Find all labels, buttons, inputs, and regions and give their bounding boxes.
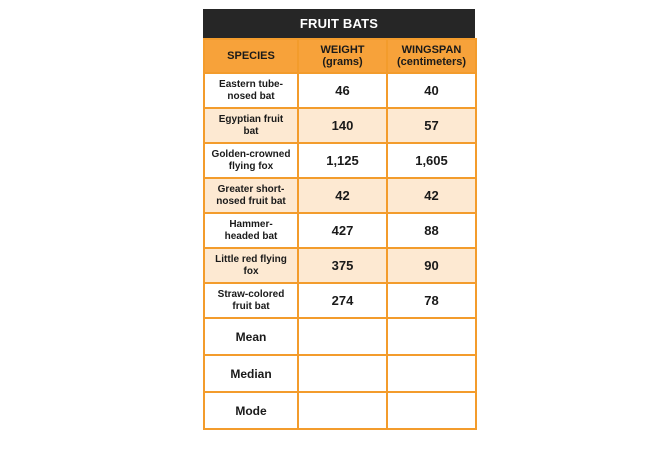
header-weight-unit: (grams) bbox=[322, 56, 363, 68]
species-line: nosed bat bbox=[227, 90, 275, 102]
weight-cell: 274 bbox=[298, 283, 387, 318]
wingspan-cell: 1,605 bbox=[387, 143, 476, 178]
species-cell bbox=[204, 108, 298, 143]
species-line: Little red flying bbox=[215, 253, 287, 265]
header-weight-label: WEIGHT bbox=[320, 44, 365, 56]
wingspan-cell: 40 bbox=[387, 73, 476, 108]
stat-label: Mode bbox=[204, 392, 298, 429]
species-line: Golden-crowned bbox=[211, 148, 291, 160]
table-title: FRUIT BATS bbox=[203, 9, 475, 38]
stat-label: Mean bbox=[204, 318, 298, 355]
table-row bbox=[204, 213, 476, 248]
mode-wingspan-cell bbox=[387, 392, 476, 429]
weight-cell: 427 bbox=[298, 213, 387, 248]
wingspan-cell: 57 bbox=[387, 108, 476, 143]
header-species bbox=[204, 39, 298, 73]
wingspan-cell: 90 bbox=[387, 248, 476, 283]
median-wingspan-cell bbox=[387, 355, 476, 392]
species-cell bbox=[204, 143, 298, 178]
stat-row-median bbox=[204, 355, 476, 392]
median-weight-cell bbox=[298, 355, 387, 392]
header-wingspan bbox=[387, 39, 476, 73]
weight-cell: 375 bbox=[298, 248, 387, 283]
species-cell bbox=[204, 283, 298, 318]
species-line: nosed fruit bat bbox=[216, 195, 286, 207]
weight-cell: 1,125 bbox=[298, 143, 387, 178]
fruit-bats-table bbox=[203, 9, 475, 430]
species-line: fruit bat bbox=[232, 300, 270, 312]
data-table bbox=[203, 38, 477, 430]
species-line: headed bat bbox=[224, 230, 278, 242]
header-row bbox=[204, 39, 476, 73]
weight-cell: 140 bbox=[298, 108, 387, 143]
species-line: fox bbox=[243, 265, 259, 277]
table-row bbox=[204, 73, 476, 108]
wingspan-cell: 78 bbox=[387, 283, 476, 318]
species-cell bbox=[204, 213, 298, 248]
mode-weight-cell bbox=[298, 392, 387, 429]
stat-row-mode bbox=[204, 392, 476, 429]
mean-wingspan-cell bbox=[387, 318, 476, 355]
weight-cell: 42 bbox=[298, 178, 387, 213]
table-row bbox=[204, 143, 476, 178]
species-line: Greater short- bbox=[217, 183, 285, 195]
mean-weight-cell bbox=[298, 318, 387, 355]
stat-label: Median bbox=[204, 355, 298, 392]
header-wingspan-label: WINGSPAN bbox=[401, 44, 462, 56]
header-weight bbox=[298, 39, 387, 73]
header-wingspan-unit: (centimeters) bbox=[396, 56, 467, 68]
weight-cell: 46 bbox=[298, 73, 387, 108]
species-cell bbox=[204, 248, 298, 283]
species-line: Egyptian fruit bbox=[218, 113, 284, 125]
stat-row-mean bbox=[204, 318, 476, 355]
species-line: Hammer- bbox=[229, 218, 273, 230]
wingspan-cell: 88 bbox=[387, 213, 476, 248]
table-row bbox=[204, 248, 476, 283]
species-line: Straw-colored bbox=[217, 288, 285, 300]
species-cell bbox=[204, 73, 298, 108]
species-line: flying fox bbox=[228, 160, 274, 172]
species-cell bbox=[204, 178, 298, 213]
table-row bbox=[204, 178, 476, 213]
species-line: bat bbox=[243, 125, 259, 137]
header-species-label: SPECIES bbox=[227, 50, 275, 62]
species-line: Eastern tube- bbox=[219, 78, 283, 90]
wingspan-cell: 42 bbox=[387, 178, 476, 213]
table-row bbox=[204, 283, 476, 318]
table-row bbox=[204, 108, 476, 143]
